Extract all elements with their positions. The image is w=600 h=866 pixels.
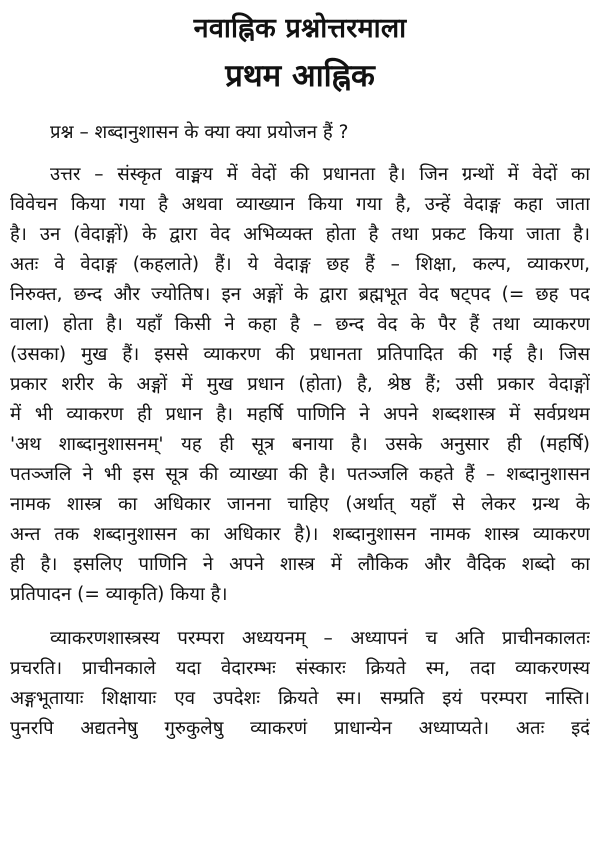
paragraph-line: में भी व्याकरण ही प्रधान है। महर्षि पाणिनि ने अपने शब्दशास्त्र में सर्वप्रथम: [10, 404, 590, 425]
paragraph-line: निरुक्त, छन्द और ज्योतिष। इन अङ्गों के द्वारा ब्रह्मभूत वेद षट्पद (= छह पद: [10, 284, 590, 305]
sanskrit-paragraph: [10, 624, 590, 744]
paragraph-line: 'अथ शाब्दानुशासनम्' यह ही सूत्र बनाया है। उसके अनुसार ही (महर्षि): [10, 434, 590, 455]
chapter-title: प्रथम आह्निक: [225, 58, 375, 94]
paragraph-line: पुनरपि अद्यतनेषु गुरुकुलेषु व्याकरणं प्राधान्येन अध्याप्यते। अतः इदं: [10, 718, 590, 739]
paragraph-line: अतः वे वेदाङ्ग (कहलाते) हैं। ये वेदाङ्ग छह हैं – शिक्षा, कल्प, व्याकरण,: [10, 254, 590, 275]
paragraph-line: प्रकार शरीर के अङ्गों में मुख प्रधान (होता) है, श्रेष्ठ हैं; उसी प्रकार वेदाङ्गों: [10, 374, 590, 395]
paragraph-line: विवेचन किया गया है अथवा व्याख्यान किया गया है, उन्हें वेदाङ्ग कहा जाता: [10, 194, 590, 215]
paragraph-line: अङ्गभूतायाः शिक्षायाः एव उपदेशः क्रियते स्म। सम्प्रति इयं परम्परा नास्ति।: [10, 688, 590, 709]
paragraph-line: पतञ्जलि ने भी इस सूत्र की व्याख्या की है। पतञ्जलि कहते हैं – शब्दानुशासन: [10, 464, 590, 485]
paragraph-line: है। उन (वेदाङ्गों) के द्वारा वेद अभिव्यक्त होता है तथा प्रकट किया जाता है।: [10, 224, 590, 245]
paragraph-line: उत्तर – संस्कृत वाङ्मय में वेदों की प्रधानता है। जिन ग्रन्थों में वेदों का: [50, 164, 590, 185]
paragraph-line: अन्त तक शब्दानुशासन का अधिकार है)। शब्दानुशासन नामक शास्त्र व्याकरण: [10, 524, 590, 545]
question-text: प्रश्न – शब्दानुशासन के क्या क्या प्रयोजन हैं ?: [50, 122, 349, 143]
paragraph-line: प्रतिपादन (= व्याकृति) किया है।: [10, 584, 228, 605]
paragraph-line: ही है। इसलिए पाणिनि ने अपने शास्त्र में लौकिक और वैदिक शब्दो का: [10, 554, 590, 575]
paragraph-line: नामक शास्त्र का अधिकार जानना चाहिए (अर्थात् यहाँ से लेकर ग्रन्थ के: [10, 494, 590, 515]
paragraph-line: प्रचरति। प्राचीनकाले यदा वेदारम्भः संस्कारः क्रियते स्म, तदा व्याकरणस्य: [10, 658, 590, 679]
answer-paragraph: [10, 160, 590, 610]
paragraph-line: व्याकरणशास्त्रस्य परम्परा अध्ययनम् – अध्यापनं च अति प्राचीनकालतः: [50, 628, 590, 649]
paragraph-line: (उसका) मुख हैं। इससे व्याकरण की प्रधानता प्रतिपादित की गई है। जिस: [10, 344, 590, 365]
book-title: नवाह्निक प्रश्नोत्तरमाला: [193, 13, 407, 44]
paragraph-line: वाला) होता है। यहाँ किसी ने कहा है – छन्द वेद के पैर हैं तथा व्याकरण: [10, 314, 590, 335]
